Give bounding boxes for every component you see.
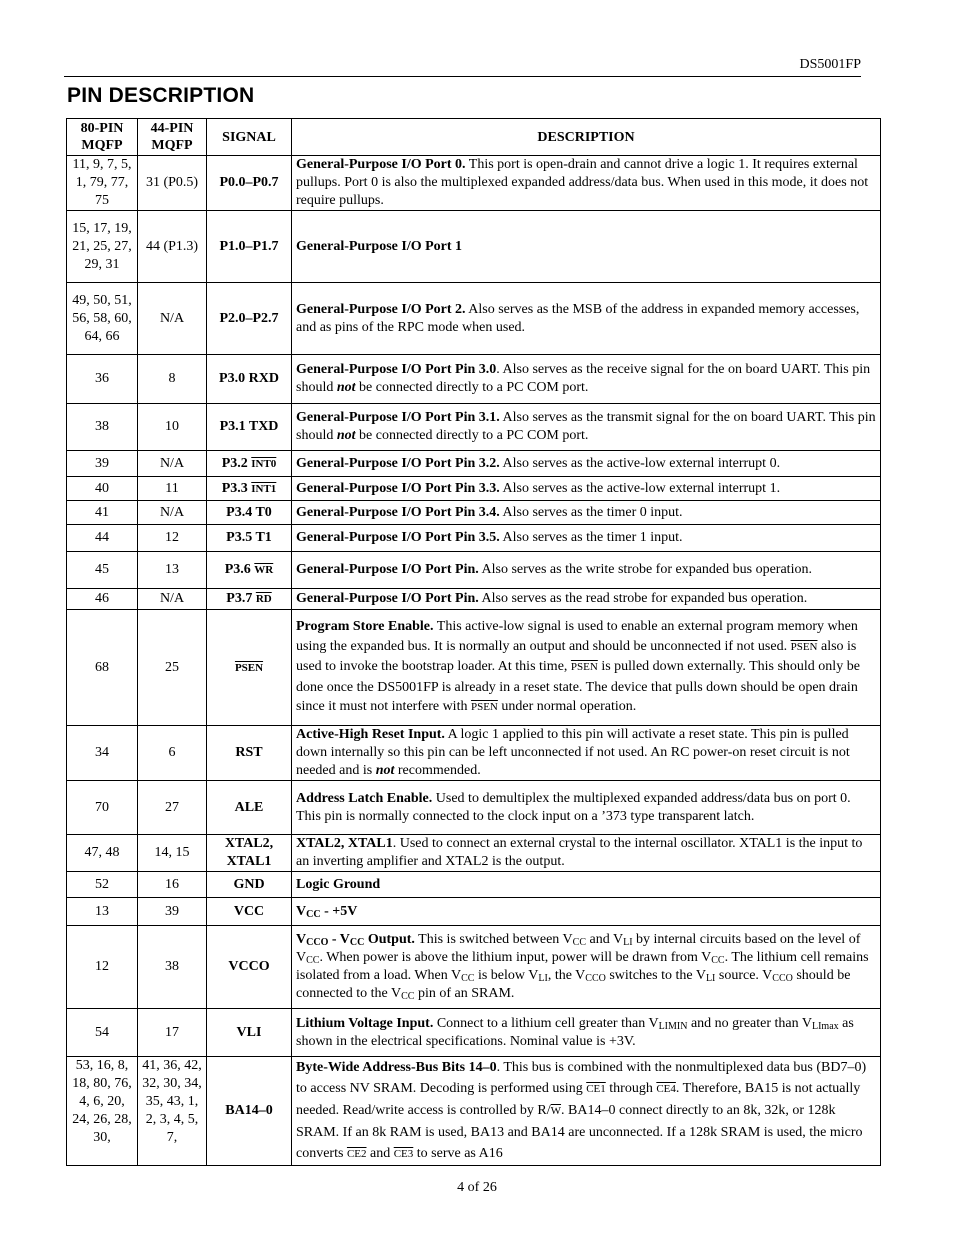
pin-44: 6 (138, 726, 207, 781)
description: Address Latch Enable. Used to demultiplex the multiplexed expanded address/data bus on port 0. This pin is normally connected to the clock input on a ’373 type transparent latch. (292, 781, 881, 835)
header-description: DESCRIPTION (292, 119, 881, 156)
header-signal: SIGNAL (207, 119, 292, 156)
signal-name: XTAL2, XTAL1 (207, 835, 292, 872)
signal-name: P3.2 INT0 (207, 451, 292, 477)
pin-description-table (66, 118, 881, 1166)
signal-name: VCCO (207, 926, 292, 1009)
header-80pin: 80-PIN MQFP (67, 119, 138, 156)
description: Logic Ground (292, 872, 881, 898)
table-row (67, 898, 881, 926)
pin-44: 16 (138, 872, 207, 898)
pin-44: N/A (138, 283, 207, 355)
table-row (67, 726, 881, 781)
pin-44: N/A (138, 451, 207, 477)
signal-name: VCC (207, 898, 292, 926)
pin-80: 40 (67, 477, 138, 501)
signal-name: PSEN (207, 610, 292, 726)
table-row (67, 211, 881, 283)
pin-44: 17 (138, 1009, 207, 1057)
document-id: DS5001FP (799, 57, 861, 72)
description: General-Purpose I/O Port Pin 3.1. Also serves as the transmit signal for the on board UART. This pin should not be connected directly to a PC COM port. (292, 404, 881, 451)
pin-80: 46 (67, 589, 138, 610)
signal-name: P3.1 TXD (207, 404, 292, 451)
table-row (67, 501, 881, 525)
description: General-Purpose I/O Port Pin. Also serves as the read strobe for expanded bus operation. (292, 589, 881, 610)
pin-80: 54 (67, 1009, 138, 1057)
table-row (67, 525, 881, 552)
header-44pin: 44-PIN MQFP (138, 119, 207, 156)
signal-name: ALE (207, 781, 292, 835)
signal-name: RST (207, 726, 292, 781)
description: Program Store Enable. This active-low signal is used to enable an external program memory when using the expanded bus. It is normally an output and should be unconnected if not used. PSEN also is used to invoke the bootstrap loader. At this time, PSEN is pulled down externally. This should only be done once the DS5001FP is already in a reset state. The device that pulls down should be open drain since it must not interfere with PSEN under normal operation. (292, 610, 881, 726)
pin-44: N/A (138, 501, 207, 525)
description: General-Purpose I/O Port 2. Also serves as the MSB of the address in expanded memory accesses, and as pins of the RPC mode when used. (292, 283, 881, 355)
description: General-Purpose I/O Port Pin 3.3. Also serves as the active-low external interrupt 1. (292, 477, 881, 501)
table-row (67, 477, 881, 501)
pin-44: 44 (P1.3) (138, 211, 207, 283)
signal-name: P2.0–P2.7 (207, 283, 292, 355)
table-header-row (67, 119, 881, 156)
pin-44: 10 (138, 404, 207, 451)
description: General-Purpose I/O Port Pin 3.5. Also serves as the timer 1 input. (292, 525, 881, 552)
signal-name: P3.0 RXD (207, 355, 292, 404)
page-number: 4 of 26 (457, 1180, 497, 1195)
pin-80: 44 (67, 525, 138, 552)
signal-name: P3.6 $\overline{WR}$ (207, 552, 292, 589)
signal-name: P1.0–P1.7 (207, 211, 292, 283)
table-row (67, 589, 881, 610)
table-row (67, 1057, 881, 1166)
pin-80: 39 (67, 451, 138, 477)
pin-44: N/A (138, 589, 207, 610)
pin-80: 15, 17, 19, 21, 25, 27, 29, 31 (67, 211, 138, 283)
signal-name: P3.5 T1 (207, 525, 292, 552)
signal-name: GND (207, 872, 292, 898)
pin-44: 31 (P0.5) (138, 156, 207, 211)
pin-80: 11, 9, 7, 5, 1, 79, 77, 75 (67, 156, 138, 211)
table-row (67, 926, 881, 1009)
table-row (67, 355, 881, 404)
pin-44: 38 (138, 926, 207, 1009)
signal-name: P3.7 $\overline{RD}$ (207, 589, 292, 610)
pin-80: 41 (67, 501, 138, 525)
pin-44: 41, 36, 42, 32, 30, 34, 35, 43, 1, 2, 3, 4, 5, 7, (138, 1057, 207, 1166)
table-row (67, 872, 881, 898)
description: General-Purpose I/O Port 1 (292, 211, 881, 283)
table-row (67, 781, 881, 835)
description: General-Purpose I/O Port Pin 3.4. Also serves as the timer 0 input. (292, 501, 881, 525)
pin-80: 45 (67, 552, 138, 589)
signal-name: P0.0–P0.7 (207, 156, 292, 211)
table-row (67, 610, 881, 726)
signal-name: P3.3 INT1 (207, 477, 292, 501)
pin-80: 49, 50, 51, 56, 58, 60, 64, 66 (67, 283, 138, 355)
table-row (67, 835, 881, 872)
pin-44: 39 (138, 898, 207, 926)
pin-80: 68 (67, 610, 138, 726)
table-row (67, 552, 881, 589)
description: General-Purpose I/O Port Pin 3.2. Also serves as the active-low external interrupt 0. (292, 451, 881, 477)
signal-name: BA14–0 (207, 1057, 292, 1166)
description: XTAL2, XTAL1. Used to connect an external crystal to the internal oscillator. XTAL1 is the input to an inverting amplifier and XTAL2 is the output. (292, 835, 881, 872)
pin-44: 11 (138, 477, 207, 501)
pin-44: 27 (138, 781, 207, 835)
pin-80: 47, 48 (67, 835, 138, 872)
pin-44: 25 (138, 610, 207, 726)
table-row (67, 156, 881, 211)
description: General-Purpose I/O Port Pin 3.0. Also serves as the receive signal for the on board UART. This pin should not be connected directly to a PC COM port. (292, 355, 881, 404)
description: General-Purpose I/O Port 0. This port is open-drain and cannot drive a logic 1. It requires external pullups. Port 0 is also the multiplexed expanded address/data bus. When used in this mode, it does not require pullups. (292, 156, 881, 211)
pin-44: 8 (138, 355, 207, 404)
pin-80: 12 (67, 926, 138, 1009)
pin-80: 34 (67, 726, 138, 781)
header-divider (64, 76, 861, 77)
pin-44: 12 (138, 525, 207, 552)
pin-80: 70 (67, 781, 138, 835)
description: Lithium Voltage Input. Connect to a lithium cell greater than $V_{LIMIN}$ and no greater than $V_{LImax}$ as shown in the electrical specifications. Nominal value is +3V. (292, 1009, 881, 1057)
description: General-Purpose I/O Port Pin. Also serves as the write strobe for expanded bus operation. (292, 552, 881, 589)
signal-name: VLI (207, 1009, 292, 1057)
pin-80: 36 (67, 355, 138, 404)
table-row (67, 451, 881, 477)
section-title: PIN DESCRIPTION (67, 84, 255, 107)
description: $V_{CCO} - V_{CC}$ Output. This is switched between $V_{CC}$ and $V_{LI}$ by internal circuits based on the level of $V_{CC}$. When power is above the lithium input, power will be drawn from $V_{CC}$. The lithium cell remains isolated from a load. When $V_{CC}$ is below $V_{LI}$, the $V_{CCO}$ switches to the $V_{LI}$ source. $V_{CCO}$ should be connected to the $V_{CC}$ pin of an SRAM. (292, 926, 881, 1009)
pin-44: 13 (138, 552, 207, 589)
signal-name: P3.4 T0 (207, 501, 292, 525)
description: Active-High Reset Input. A logic 1 applied to this pin will activate a reset state. This pin is pulled down internally so this pin can be left unconnected if not used. An RC power-on reset circuit is not needed and is not recommended. (292, 726, 881, 781)
pin-80: 52 (67, 872, 138, 898)
pin-80: 53, 16, 8, 18, 80, 76, 4, 6, 20, 24, 26, 28, 30, (67, 1057, 138, 1166)
table-row (67, 1009, 881, 1057)
pin-80: 13 (67, 898, 138, 926)
pin-80: 38 (67, 404, 138, 451)
pin-44: 14, 15 (138, 835, 207, 872)
description: Byte-Wide Address-Bus Bits 14–0. This bus is combined with the nonmultiplexed data bus (BD7–0) to access NV SRAM. Decoding is performed using CE1 through CE4. Therefore, BA15 is not actually needed. Read/write access is controlled by $R/\overline{W}$. BA14–0 connect directly to an 8k, 32k, or 128k SRAM. If an 8k RAM is used, BA13 and BA14 are unconnected. If a 128k SRAM is used, the micro converts CE2 and CE3 to serve as A16 (292, 1057, 881, 1166)
table-row (67, 404, 881, 451)
table-row (67, 283, 881, 355)
description: $V_{CC} - +5V$ (292, 898, 881, 926)
